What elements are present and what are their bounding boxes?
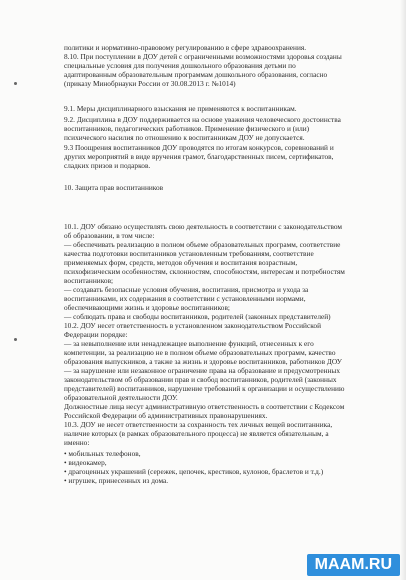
list-item: • игрушек, принесенных из дома. (64, 476, 169, 485)
list-item: • мобильных телефонов, (64, 449, 141, 458)
text-line: (приказу Минобрнауки России от 30.08.2013 г. №1014) (64, 79, 236, 88)
text-line: 9.1. Меры дисциплинарного взыскания не применяются к воспитанникам. (64, 104, 297, 113)
text-line: воспитанников, педагогических работников. Применение физического и (или) (64, 124, 310, 133)
text-line: 8.10. При поступлении в ДОУ детей с ограниченными возможностями здоровья созданы (64, 52, 342, 61)
text-line: 10.1. ДОУ обязано осуществлять свою деятельность в соответствии с законодательством (64, 222, 343, 231)
text-line: 10.2. ДОУ несет ответственность в установленном законодательством Российской (64, 321, 322, 330)
text-line: образовательной деятельности ДОУ. (64, 393, 178, 402)
text-line: адаптированным образовательным программам дошкольного образования, согласно (64, 70, 328, 79)
text-line: об образовании, в том числе: (64, 231, 155, 240)
text-line: применяемых форм, средств, методов обучения и воспитания возрастным, (64, 258, 298, 267)
text-line: — обеспечивать реализацию в полном объеме образовательных программ, соответствие (64, 240, 341, 249)
watermark-logo: MAAM.RU (307, 554, 400, 576)
scan-dot (14, 338, 17, 341)
text-line: психофизическим особенностям, склонностям, способностям, интересам и потребностям (64, 267, 345, 276)
scan-dot (14, 82, 17, 85)
text-line: 9.2. Дисциплина в ДОУ поддерживается на основе уважения человеческого достоинства (64, 115, 341, 124)
text-line: 10.3. ДОУ не несет ответственности за сохранность тех личных вещей воспитанника, (64, 420, 333, 429)
text-line: компетенции, за реализацию не в полном объеме образовательных программ, качество (64, 348, 336, 357)
text-line: воспитанников; (64, 276, 114, 285)
list-item: • видеокамер, (64, 458, 107, 467)
section-heading: 10. Защита прав воспитанников (64, 183, 164, 192)
text-line: — создавать безопасные условия обучения, воспитания, присмотра и ухода за (64, 285, 309, 294)
text-line: Российской Федерации об административных правонарушениях. (64, 411, 268, 420)
text-line: — за невыполнение или ненадлежащее выполнение функций, отнесенных к его (64, 339, 314, 348)
text-line: политики и нормативно-правовому регулированию в сфере здравоохранения. (64, 43, 307, 52)
text-line: воспитанниками, их содержания в соответствии с установленными нормами, (64, 294, 306, 303)
text-line: качества подготовки воспитанников установленным требованиям, соответствие (64, 249, 314, 258)
text-line: специальные условия для получения дошкольного образования детьми по (64, 61, 296, 70)
text-line: — соблюдать права и свободы воспитанников, родителей (законных представителей) (64, 312, 331, 321)
list-item: • драгоценных украшений (сережек, цепочек, крестиков, кулонов, браслетов и т.д.) (64, 467, 324, 476)
text-line: наличие которых (в рамках образовательного процесса) не является обязательным, а (64, 429, 329, 438)
text-line: образования выпускников, а также за жизнь и здоровье воспитанников, работников ДОУ (64, 357, 342, 366)
text-line: 9.3 Поощрения воспитанников ДОУ проводятся по итогам конкурсов, соревнований и (64, 143, 334, 152)
text-line: обеспечивающими жизнь и здоровье воспитанников; (64, 303, 230, 312)
text-line: сладких призов и подарков. (64, 161, 151, 170)
text-line: Должностные лица несут административную ответственность в соответствии с Кодексом (64, 402, 345, 411)
text-line: Федерации порядке: (64, 330, 128, 339)
text-line: других мероприятий в виде вручения грамот, благодарственных писем, сертификатов, (64, 152, 334, 161)
text-line: законодательством об образовании прав и свобод воспитанников, родителей (законных (64, 375, 337, 384)
text-line: — за нарушение или незаконное ограничение права на образование и предусмотренных (64, 366, 341, 375)
text-line: представителей) воспитанников, нарушение требований к организации и осуществлению (64, 384, 345, 393)
text-line: именно: (64, 438, 90, 447)
text-line: психического насилия по отношению к воспитанникам ДОУ не допускается. (64, 133, 305, 142)
page-edge-shadow (400, 0, 406, 580)
